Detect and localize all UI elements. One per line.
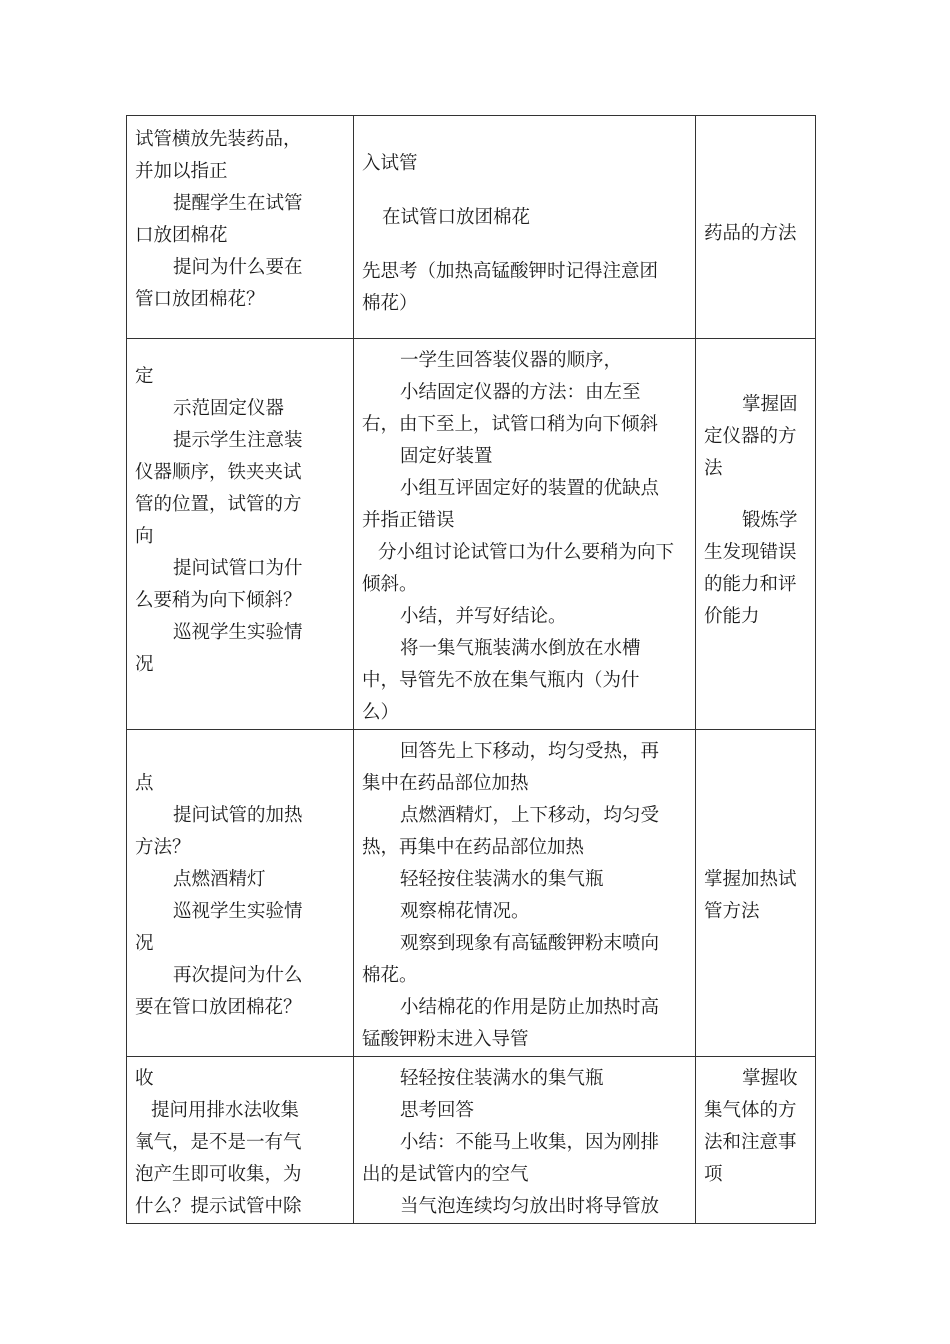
text-line: 提问用排水法收集 xyxy=(151,1100,300,1121)
lesson-plan-table xyxy=(126,115,816,1224)
student-activity-cell xyxy=(354,1057,696,1224)
purpose-cell xyxy=(696,1057,816,1224)
text-line: 再次提问为什么 xyxy=(173,965,303,986)
text-line: 价能力 xyxy=(704,606,760,627)
text-line: 巡视学生实验情 xyxy=(173,622,303,643)
text-line: 么要稍为向下倾斜？ xyxy=(135,590,302,611)
teacher-activity-cell xyxy=(127,116,354,339)
text-line: 况 xyxy=(135,933,154,954)
text-line: 管方法 xyxy=(704,901,760,922)
text-line: 右，由下至上，试管口稍为向下倾斜 xyxy=(362,414,659,435)
text-line: 掌握加热试 xyxy=(704,869,797,890)
text-line: 固定好装置 xyxy=(400,446,493,467)
text-line: 小结棉花的作用是防止加热时高 xyxy=(400,997,660,1018)
text-line: 点燃酒精灯，上下移动，均匀受 xyxy=(400,805,660,826)
text-line: 提问试管口为什 xyxy=(173,558,303,579)
student-activity-cell xyxy=(354,730,696,1057)
text-line: 示范固定仪器 xyxy=(173,398,285,419)
text-line: 提醒学生在试管 xyxy=(173,193,303,214)
text-line: 的能力和评 xyxy=(704,574,797,595)
text-line: 将一集气瓶装满水倒放在水槽 xyxy=(400,638,641,659)
text-line: 生发现错误 xyxy=(704,542,797,563)
text-line: 管口放团棉花？ xyxy=(135,289,265,310)
text-line: 轻轻按住装满水的集气瓶 xyxy=(400,869,604,890)
teacher-activity-cell xyxy=(127,730,354,1057)
text-line: 棉花） xyxy=(362,293,418,314)
text-line: 法和注意事 xyxy=(704,1132,797,1153)
text-line: 出的是试管内的空气 xyxy=(362,1164,529,1185)
text-line: 集中在药品部位加热 xyxy=(362,773,529,794)
text-line: 仪器顺序，铁夹夹试 xyxy=(135,462,302,483)
text-line: 倾斜。 xyxy=(362,574,418,595)
text-line: 在试管口放团棉花 xyxy=(382,207,531,228)
student-activity-cell xyxy=(354,339,696,730)
text-line: 集气体的方 xyxy=(704,1100,797,1121)
text-line: 小结：不能马上收集，因为刚排 xyxy=(400,1132,660,1153)
table-row xyxy=(127,339,816,730)
text-line: 一学生回答装仪器的顺序， xyxy=(400,350,623,371)
text-line: 思考回答 xyxy=(400,1100,475,1121)
teacher-activity-cell xyxy=(127,1057,354,1224)
text-line: 氧气，是不是一有气 xyxy=(135,1132,302,1153)
text-line: 向 xyxy=(135,526,154,547)
student-activity-cell xyxy=(354,116,696,339)
teacher-activity-cell xyxy=(127,339,354,730)
text-line: 管的位置，试管的方 xyxy=(135,494,302,515)
purpose-cell xyxy=(696,730,816,1057)
text-line: 锰酸钾粉末进入导管 xyxy=(362,1029,529,1050)
text-line: 回答先上下移动，均匀受热，再 xyxy=(400,741,660,762)
text-line: 提示学生注意装 xyxy=(173,430,303,451)
text-line: 并指正错误 xyxy=(362,510,455,531)
text-line: 入试管 xyxy=(362,153,418,174)
text-line: 试管横放先装药品， xyxy=(135,129,302,150)
text-line: 棉花。 xyxy=(362,965,418,986)
text-line: 轻轻按住装满水的集气瓶 xyxy=(400,1068,604,1089)
text-line: 况 xyxy=(135,654,154,675)
text-line: 小组互评固定好的装置的优缺点 xyxy=(400,478,660,499)
text-line: 掌握收 xyxy=(742,1068,798,1089)
text-line: 提问为什么要在 xyxy=(173,257,303,278)
text-line: 先思考（加热高锰酸钾时记得注意团 xyxy=(362,261,659,282)
text-line: 要在管口放团棉花？ xyxy=(135,997,302,1018)
text-line: 中，导管先不放在集气瓶内（为什 xyxy=(362,670,640,691)
text-line: 观察棉花情况。 xyxy=(400,901,530,922)
text-line: 点燃酒精灯 xyxy=(173,869,266,890)
text-line: 方法？ xyxy=(135,837,191,858)
text-line: 小结固定仪器的方法：由左至 xyxy=(400,382,641,403)
text-line: 项 xyxy=(704,1164,723,1185)
text-line: 锻炼学 xyxy=(742,510,798,531)
text-line: 什么？提示试管中除 xyxy=(135,1196,302,1217)
text-line: 热，再集中在药品部位加热 xyxy=(362,837,585,858)
text-line: 定仪器的方 xyxy=(704,426,797,447)
text-line: 提问试管的加热 xyxy=(173,805,303,826)
text-line: 泡产生即可收集，为 xyxy=(135,1164,302,1185)
text-line: 观察到现象有高锰酸钾粉末喷向 xyxy=(400,933,660,954)
text-line: 并加以指正 xyxy=(135,161,228,182)
text-line: 点 xyxy=(135,773,154,794)
text-line: 收 xyxy=(135,1068,154,1089)
text-line: 药品的方法 xyxy=(704,223,797,244)
text-line: 小结，并写好结论。 xyxy=(400,606,567,627)
table-row xyxy=(127,116,816,339)
text-line: 巡视学生实验情 xyxy=(173,901,303,922)
text-line: 口放团棉花 xyxy=(135,225,228,246)
text-line: 法 xyxy=(704,458,723,479)
text-line: 当气泡连续均匀放出时将导管放 xyxy=(400,1196,660,1217)
text-line: 掌握固 xyxy=(742,394,798,415)
table-row xyxy=(127,730,816,1057)
text-line: 么） xyxy=(362,702,400,723)
table-row xyxy=(127,1057,816,1224)
text-line: 定 xyxy=(135,366,154,387)
text-line: 分小组讨论试管口为什么要稍为向下 xyxy=(378,542,675,563)
purpose-cell xyxy=(696,116,816,339)
purpose-cell xyxy=(696,339,816,730)
